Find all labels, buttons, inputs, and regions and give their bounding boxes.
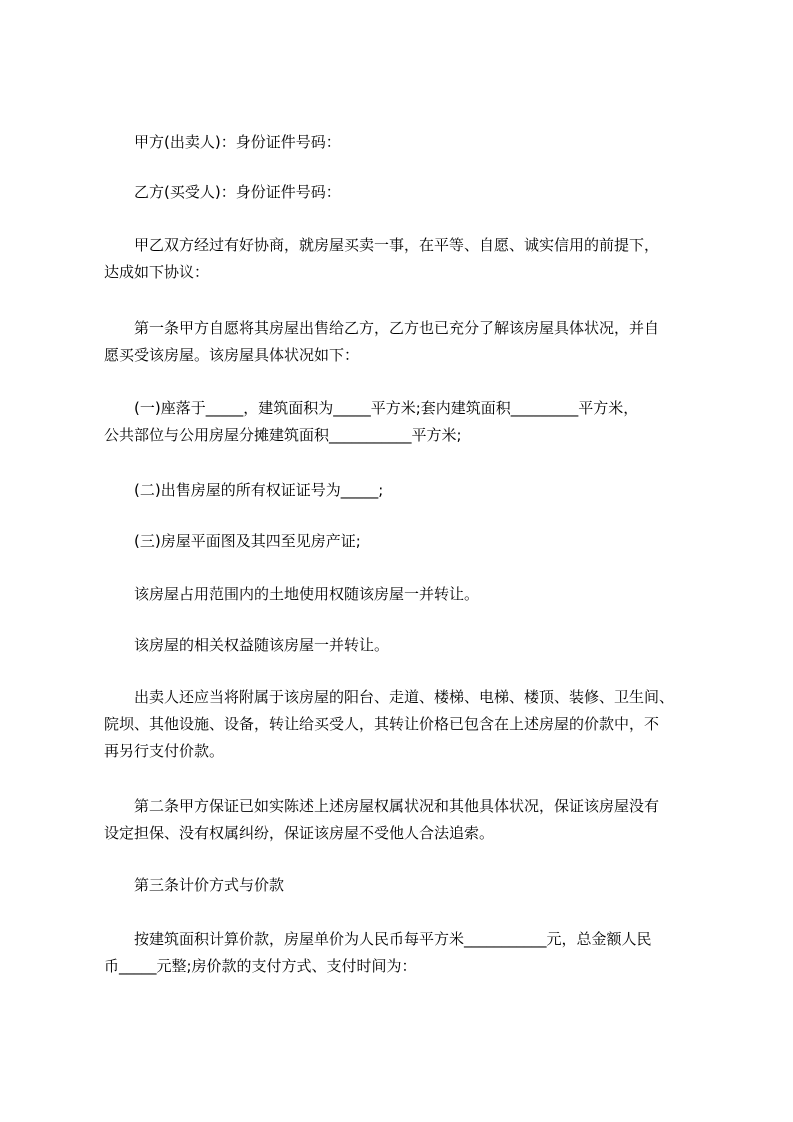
text-line: 该房屋占用范围内的土地使用权随该房屋一并转让。	[104, 585, 480, 603]
preamble-paragraph	[104, 232, 714, 286]
article-2-paragraph	[104, 793, 714, 847]
text-line: 第一条甲方自愿将其房屋出售给乙方，乙方也已充分了解该房屋具体状况，并自	[104, 319, 660, 337]
item-1-paragraph	[104, 395, 714, 449]
text-line: 按建筑面积计算价款，房屋单价为人民币每平方米___________元，总金额人民	[104, 930, 652, 948]
text-line: 公共部位与公用房屋分摊建筑面积___________平方米;	[104, 426, 462, 444]
text-line: 第三条计价方式与价款	[104, 876, 285, 894]
text-line: 出卖人还应当将附属于该房屋的阳台、走道、楼梯、电梯、楼顶、装修、卫生间、	[104, 688, 675, 706]
price-paragraph	[104, 926, 714, 980]
text-line: 设定担保、没有权属纠纷，保证该房屋不受他人合法追索。	[104, 824, 495, 842]
text-line: (二)出售房屋的所有权证证号为_____;	[104, 481, 384, 499]
text-line: 甲方(出卖人)：身份证件号码：	[104, 133, 341, 151]
text-line: 院坝、其他设施、设备，转让给买受人，其转让价格已包含在上述房屋的价款中，不	[104, 715, 660, 733]
rights-paragraph	[104, 632, 714, 659]
text-line: (三)房屋平面图及其四至见房产证;	[104, 532, 361, 550]
text-line: 愿买受该房屋。该房屋具体状况如下：	[104, 346, 360, 364]
land-use-paragraph	[104, 581, 714, 608]
appurtenances-paragraph	[104, 684, 714, 765]
article-3-heading	[104, 872, 714, 899]
text-line: 乙方(买受人)：身份证件号码：	[104, 183, 341, 201]
party-a-line	[104, 129, 714, 156]
text-line: 该房屋的相关权益随该房屋一并转让。	[104, 636, 390, 654]
party-b-line	[104, 179, 714, 206]
text-line: 币_____元整;房价款的支付方式、支付时间为：	[104, 957, 417, 975]
article-1-paragraph	[104, 315, 714, 369]
text-line: 达成如下协议：	[104, 263, 210, 281]
text-line: (一)座落于_____，建筑面积为_____平方米;套内建筑面积_________平方米，	[104, 399, 639, 417]
text-line: 再另行支付价款。	[104, 742, 225, 760]
item-2-paragraph	[104, 477, 714, 504]
text-line: 甲乙双方经过有好协商，就房屋买卖一事，在平等、自愿、诚实信用的前提下，	[104, 236, 660, 254]
text-line: 第二条甲方保证已如实陈述上述房屋权属状况和其他具体状况，保证该房屋没有	[104, 797, 660, 815]
item-3-paragraph	[104, 528, 714, 555]
